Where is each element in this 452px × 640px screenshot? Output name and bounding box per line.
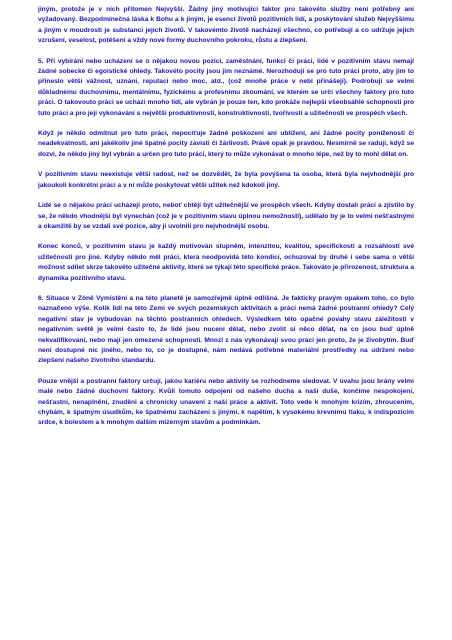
paragraph-continuation: jiným, protože je v nich přítomen Nejvyšší. Žádný jiný motivující faktor pro takovéto služby není potřebný ani vyžadovaný. Bezpodmínečná láska k Bohu a k jiným, je esencí životů pozitivních lidí, a poskytování služeb Nejvyššímu a jiným v moudrosti je substancí jejich životů. V takovémto životě nacházejí všechno, co potřebují a co udržuje jejich vzrušení, veselost, potěšení a vždy nové formy duchovního pokroku, růstu a zlepšení.	[38, 6, 414, 45]
paragraph-usefulness: Lidé se o nějakou práci ucházejí proto, neboť chtějí být užitečnější ve prospěch všech. Kdyby dostali práci a zjistilo by se, že někdo vhodnější byl vynechán (což je v pozitivním stavu úplnou nemožností), udělalo by je to velmi nešťastnými a okamžitě by se vzdali své pozice, aby ji uvolnili pro nejvhodnější osobu.	[38, 202, 414, 230]
paragraph-external-factors: Pouze vnější a postranní faktory určují, jakou kariéru nebo aktivity se rozhodneme sledovat. V úvahu jsou brány velmi malé nebo žádné duchovní faktory. Kvůli tomuto odpojení od našeho ducha a naší duše, končíme nespokojení, nešťastní, nenaplnění, znuděni a chronicky unavení z naší práce a aktivit. Toto vede k mnohým krizím, zhroucením, chybám, k špatným úsudkům, ke špatnému zacházení s jinými, k napětím, k vysokému krevnímu tlaku, k indispozicím srdce, k bolestem a k mnohým dalším mizerným stavům a podmínkám.	[38, 377, 414, 427]
paragraph-joy: V pozitivním stavu neexistuje větší radost, než se dozvědět, že byla povýšena ta osoba, která byla nejvhodnější pro jakoukoli konkrétní práci a v ní může poskytovat větší užitek než kdokoli jiný.	[38, 171, 414, 189]
paragraph-motivation: Konec konců, v pozitivním stavu je každý motivován stupněm, intenzitou, kvalitou, specifickostí a rozsáhlostí své užitečnosti pro jiné. Kdyby někdo měl práci, která neodpovídá této kondici, ochuzoval by druhé i sebe sama o větší možnost sdílet skrze takovéto užitečné aktivity, které se týkají této specifické práce. Takováto je přirozenost, struktura a dynamika pozitivního stavu.	[38, 243, 414, 282]
paragraph-point-6: 6. Situace v Zóně Vymístění a na této planetě je samozřejmě úplně odlišná. Je fakticky pravým opakem toho, co bylo naznačeno výše. Kolik lidí na této Zemi ve svých pozemských aktivitách a prácí nemá žádné postranní ohledy? Celý negativní stav je vybudován na těchto postranních ohledech. Výsledkem této opačné povahy stavu záležitostí v negativním světě je velmi často to, že lidé jsou nuceni dělat, nebo zvolit si něco dělat, na co jsou buď úplně nekvalifikovaní, nebo mají jen omezené schopnosti. Mnozí z nás vykonávají svou práci jen proto, že je živobytím. Buď není dostupné nic jiného, nebo to, co je dostupné, nám nedává potřebné materiální prostředky na udržení nebo zlepšení našeho životního standardu.	[38, 294, 414, 365]
paragraph-rejection: Když je někdo odmítnut pro tuto práci, nepociťuje žádné poškození ani ublížení, ani žádné pocity poníženosti či neadekvátnosti, ani jakékoliv jiné špatné pocity závisti či žárlivosti. Právě opak je pravdou. Nesmírně se raduji, když se dozví, že někdo jiný byl vybrán a určen pro tuto práci, který to může vykonávat o mnoho lépe, než by to mohl dělat on.	[38, 130, 414, 158]
paragraph-point-5: 5. Při vybírání nebo ucházení se o nějakou novou pozici, zaměstnání, funkci či práci, lidé v pozitivním stavu nemají žádné sobecké či egoistické ohledy. Takovéto pocity jsou jim neznámé. Nerozhodují se pro tuto práci proto, aby jim to přineslo větší vážnost, uznání, reputaci nebo moc, atd., (což mnohé práce v nebi přinášejí). Podrobují se velmi důkladnému duchovnímu, mentálnímu, fyzickému a profesnímu zkoumání, ve kterém se určí všechny faktory pro tuto práci. O takovouto práci se ucházi mnoho lidí, ale vybrán je pouze ten, kdo prokáže nejlepší všeobsáhlé schopnosti pro tuto práci a pro její vykonávání s největší produktivností, konstruktivností, tvořivostí a užitečností ve prospěch všech.	[38, 57, 414, 117]
